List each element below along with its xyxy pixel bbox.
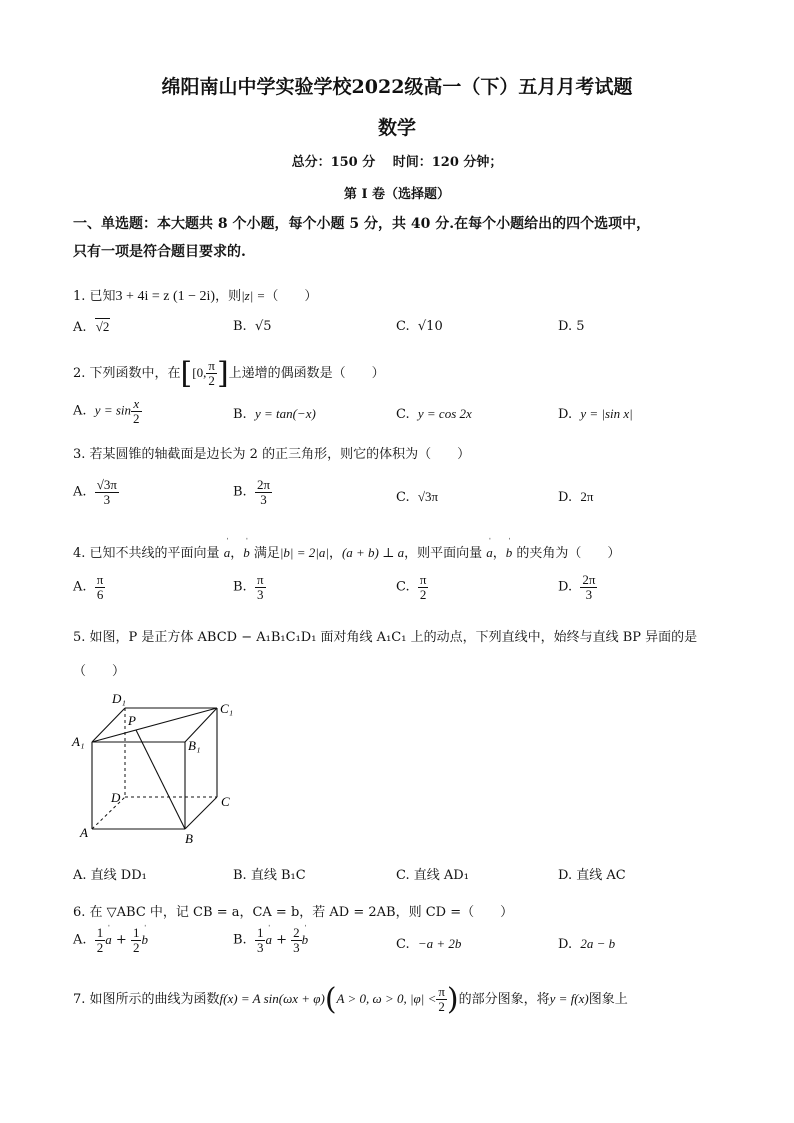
q2-d-label: D. — [558, 407, 573, 422]
q4-a-label: A. — [73, 579, 87, 595]
q7-part4: 图象上 — [588, 992, 628, 1007]
section-heading-line2: 只有一项是符合题目要求的. — [73, 244, 246, 260]
q6-c-expr: −a + 2b — [417, 936, 462, 951]
q3-option-d — [558, 489, 593, 505]
q3-a-label: A. — [73, 484, 87, 500]
section-heading-line1: 一、单选题：本大题共 8 个小题，每个小题 5 分，共 40 分.在每个小题给出的四个选项中， — [73, 216, 651, 232]
q1-option-d: D. 5 — [558, 319, 585, 334]
q3-option-a — [73, 478, 119, 506]
q1-option-b — [233, 319, 272, 334]
q3-b-num: 2π — [256, 477, 271, 492]
q2-a-num: x — [131, 397, 142, 412]
label-p: P — [128, 713, 136, 728]
q2-c-label: C. — [396, 407, 410, 422]
q4-option-a — [73, 573, 105, 601]
q3-b-den: 3 — [260, 491, 267, 507]
q7-frac-num: π — [438, 984, 445, 1000]
q3-option-b — [233, 478, 272, 506]
q3-c-label: C. — [396, 490, 410, 505]
q6-option-c — [396, 936, 461, 952]
q6-a-vec-a: ˈ a — [105, 932, 112, 947]
q3-b-frac — [255, 478, 272, 506]
label-a: A — [80, 825, 88, 840]
q3-a-den: 3 — [103, 491, 111, 507]
question-5-line2: （ ） — [73, 664, 126, 679]
label-c1: C₁ — [220, 701, 234, 716]
q7-y-eq-fx: y = f(x) — [549, 991, 589, 1006]
q2-b-label: B. — [233, 407, 247, 422]
q4-a-frac — [95, 573, 106, 601]
q4-option-c — [396, 573, 428, 601]
q2-option-a — [73, 397, 142, 425]
q4-part4: 的夹角为（ ） — [516, 546, 621, 561]
q2-prefix: 2. 下列函数中，在 — [73, 366, 181, 381]
q1-abs: |z| = — [241, 288, 266, 303]
q1-c-label: C. — [396, 319, 410, 334]
q6-a-label: A. — [73, 932, 87, 948]
q2-b-expr: y = tan(−x) — [254, 406, 316, 421]
q3-a-num: √3π — [96, 477, 117, 492]
q6-b-label: B. — [233, 932, 247, 948]
question-3: 3. 若某圆锥的轴截面是边长为 2 的正三角形，则它的体积为（ ） — [73, 447, 471, 462]
q1-c-value: √10 — [417, 319, 443, 334]
q1-a-label: A. — [73, 320, 87, 335]
q4-part2: 满足 — [253, 546, 280, 561]
q5-option-c: C. 直线 AD₁ — [396, 868, 469, 883]
q4-condition1: |b| = 2|a| — [279, 545, 329, 560]
q2-bracket-left: [ — [180, 356, 193, 391]
q4-c-den: 2 — [419, 586, 427, 602]
question-1 — [73, 285, 317, 305]
segment-p-b — [136, 730, 185, 829]
q3-d-label: D. — [558, 490, 573, 505]
q2-c-expr: y = cos 2x — [417, 406, 472, 421]
q6-b-frac2-num: 2 — [293, 925, 300, 940]
q6-b-frac2 — [291, 926, 302, 954]
q4-d-den: 3 — [585, 586, 593, 602]
q6-b-vec-b: ˈ b — [302, 932, 309, 947]
q6-a-frac2-den: 2 — [132, 939, 140, 955]
diagonal-a1-c1 — [92, 708, 217, 742]
edge-c-b — [185, 797, 217, 829]
q7-condition: A > 0, ω > 0, |φ| < — [336, 991, 437, 1006]
q4-b-num: π — [256, 572, 264, 587]
q3-option-c — [396, 489, 438, 505]
q6-option-a: A. $\frac{1}{2}$ ˈ a + $\frac{1}{2}$ ˈ b — [73, 926, 148, 954]
q7-frac-den: 2 — [438, 999, 445, 1014]
q6-b-frac1-den: 3 — [256, 939, 264, 955]
q4-d-num: 2π — [582, 572, 596, 587]
q1-prefix: 1. 已知 — [73, 289, 116, 304]
cube-figure — [70, 685, 250, 850]
q1-b-label: B. — [233, 319, 247, 334]
question-2 — [73, 356, 385, 391]
q1-a-value: √2 — [95, 319, 110, 334]
q4-b-den: 3 — [256, 586, 264, 602]
q2-a-frac — [131, 397, 142, 425]
q4-a-den: 6 — [96, 586, 104, 602]
q3-a-frac — [95, 478, 119, 506]
q1-option-a — [73, 319, 110, 335]
q2-a-expr: y = sin — [94, 402, 132, 418]
q2-frac-num: π — [208, 358, 215, 374]
label-d1: D₁ — [112, 691, 126, 706]
q2-d-expr: y = |sin x| — [580, 406, 633, 421]
q4-c-frac — [418, 573, 429, 601]
q2-pi-over-2 — [206, 359, 217, 387]
q6-b-frac1 — [255, 926, 266, 954]
question-5-line1: 5. 如图，P 是正方体 ABCD − A₁B₁C₁D₁ 面对角线 A₁C₁ 上的动点，下列直线中，始终与直线 BP 异面的是 — [73, 630, 698, 645]
volume-title: 第 I 卷（选择题） — [343, 187, 451, 202]
q2-interval-start: [0, — [192, 365, 207, 380]
q4-d-label: D. — [558, 579, 573, 595]
q5-option-a: A. 直线 DD₁ — [73, 868, 147, 883]
q4-b-label: B. — [233, 579, 247, 595]
q5-option-d: D. 直线 AC — [558, 868, 626, 883]
q2-tail: 上递增的偶函数是（ ） — [228, 366, 385, 381]
q2-a-label: A. — [73, 403, 87, 419]
question-6: 6. 在 ▽ABC 中，记 CB = a，CA = b，若 AD = 2AB，则 CD =（ ） — [73, 905, 514, 920]
q4-b-frac — [255, 573, 266, 601]
q1-b-value: √5 — [254, 319, 272, 334]
q6-b-frac1-num: 1 — [256, 925, 264, 940]
q6-a-frac1 — [95, 926, 106, 954]
q5-option-b: B. 直线 B₁C — [233, 868, 306, 883]
q6-c-label: C. — [396, 937, 410, 952]
q4-vector-b: ˈ b — [243, 545, 250, 560]
q2-option-d — [558, 406, 633, 422]
edge-c1-b1 — [185, 708, 217, 742]
q7-part1: 7. 如图所示的曲线为函数 — [73, 992, 220, 1007]
q6-option-d — [558, 936, 615, 952]
q2-option-c — [396, 406, 472, 422]
q7-paren-left: ( — [324, 982, 337, 1017]
q1-tail: （ ） — [265, 289, 318, 304]
q4-c-label: C. — [396, 579, 410, 595]
q6-b-vec-a: ˈ a — [265, 932, 272, 947]
exam-info: 总分：150 分 时间：120 分钟； — [291, 155, 503, 170]
q6-a-vec-b: ˈ b — [141, 932, 148, 947]
q4-option-d — [558, 573, 597, 601]
q6-a-frac1-den: 2 — [96, 939, 104, 955]
q4-option-b — [233, 573, 266, 601]
q1-equation: 3 + 4i = z (1 − 2i) — [115, 289, 216, 304]
label-c: C — [221, 794, 230, 809]
q4-condition2: (a + b) ⊥ a — [341, 545, 405, 560]
q6-option-b: B. $\frac{1}{3}$ ˈ a + $\frac{2}{3}$ ˈ b — [233, 926, 308, 954]
q6-a-frac1-num: 1 — [96, 925, 104, 940]
q6-a-frac2 — [131, 926, 142, 954]
subject-title: 数学 — [377, 117, 416, 139]
q7-function: f(x) = A sin(ωx + φ) — [219, 991, 325, 1006]
exam-title: 绵阳南山中学实验学校2022级高一（下）五月月考试题 — [161, 76, 633, 98]
q7-paren-right: ) — [446, 982, 459, 1017]
q6-b-frac2-den: 3 — [293, 939, 300, 955]
q1-option-c — [396, 319, 443, 334]
label-b1: B₁ — [188, 738, 201, 753]
q4-d-frac — [580, 573, 597, 601]
q4-part1: 4. 已知不共线的平面向量 — [73, 546, 220, 561]
q7-pi-over-2 — [436, 985, 447, 1013]
q4-part3: ，则平面向量 — [404, 546, 483, 561]
q4-comma: ， — [230, 546, 244, 561]
q7-part2: 的部分图象，将 — [458, 992, 550, 1007]
label-b: B — [185, 831, 193, 846]
edge-a1-d1 — [92, 708, 125, 742]
label-a1: A₁ — [72, 734, 85, 749]
label-d: D — [111, 790, 121, 805]
q2-frac-den: 2 — [208, 373, 215, 388]
q4-c-num: π — [419, 572, 427, 587]
q2-bracket-right: ] — [216, 356, 229, 391]
q2-option-b — [233, 406, 316, 422]
q1-mid: ，则 — [215, 289, 242, 304]
q4-vector-a: ˈ a — [224, 545, 231, 560]
question-4: 4. 已知不共线的平面向量 ˈ a，ˈ b 满足|b| = 2|a|，(a + b) ⊥ a，则平面向量 ˈ a，ˈ b 的夹角为（ ） — [73, 542, 620, 561]
q3-c-expr: √3π — [417, 489, 439, 504]
q3-d-expr: 2π — [580, 489, 594, 504]
question-7 — [73, 982, 628, 1017]
q6-a-frac2-num: 1 — [132, 925, 140, 940]
q6-d-expr: 2a − b — [580, 936, 616, 951]
q2-a-den: 2 — [133, 410, 140, 426]
q4-a-num: π — [96, 572, 104, 587]
q3-b-label: B. — [233, 484, 247, 500]
q6-d-label: D. — [558, 937, 573, 952]
